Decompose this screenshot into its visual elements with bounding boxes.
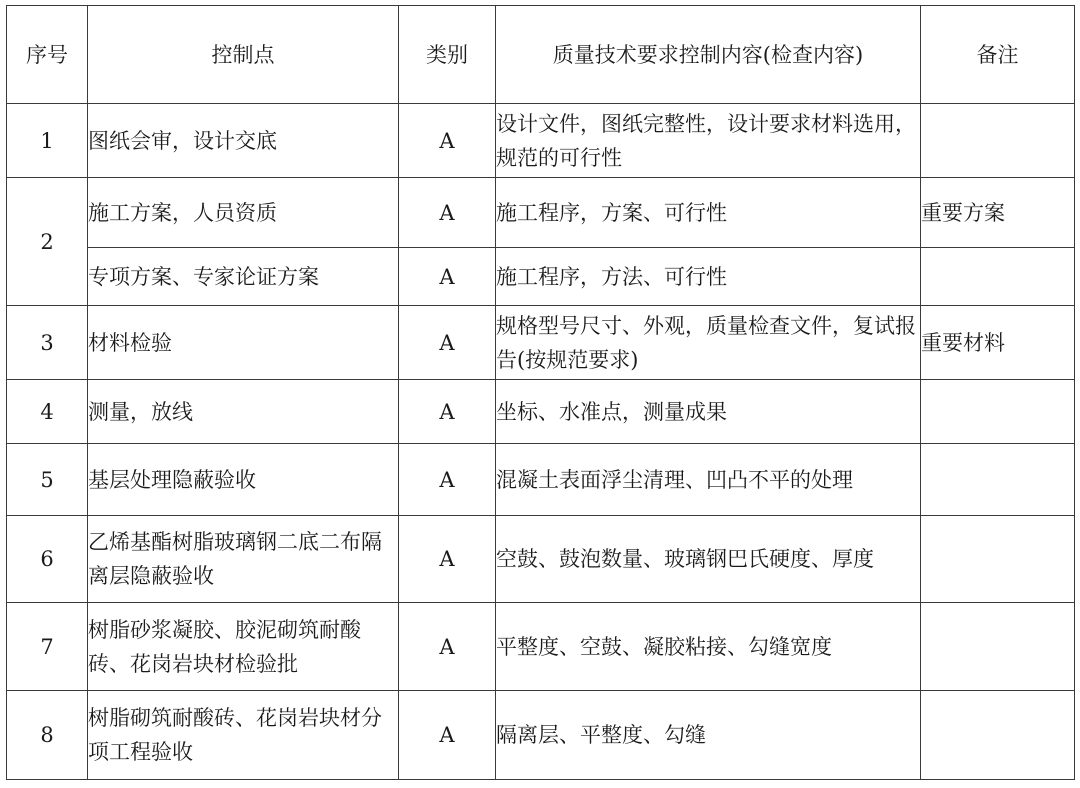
row-category: A	[399, 691, 496, 780]
row-control-point: 施工方案，人员资质	[88, 178, 399, 248]
row-note: 重要材料	[921, 306, 1075, 380]
row-category: A	[399, 306, 496, 380]
row-requirement: 设计文件，图纸完整性，设计要求材料选用，规范的可行性	[496, 104, 921, 178]
row-note: 重要方案	[921, 178, 1075, 248]
table-row	[7, 248, 1075, 306]
row-control-point: 乙烯基酯树脂玻璃钢二底二布隔离层隐蔽验收	[88, 516, 399, 603]
row-note	[921, 603, 1075, 691]
row-requirement: 混凝土表面浮尘清理、凹凸不平的处理	[496, 444, 921, 516]
row-no: 3	[7, 306, 88, 380]
row-requirement: 空鼓、鼓泡数量、玻璃钢巴氏硬度、厚度	[496, 516, 921, 603]
row-note	[921, 516, 1075, 603]
table-row	[7, 603, 1075, 691]
row-requirement: 坐标、水准点，测量成果	[496, 380, 921, 444]
header-category: 类别	[399, 6, 496, 104]
row-category: A	[399, 516, 496, 603]
header-note: 备注	[921, 6, 1075, 104]
row-requirement: 隔离层、平整度、勾缝	[496, 691, 921, 780]
table-row	[7, 444, 1075, 516]
row-no: 2	[7, 178, 88, 306]
row-category: A	[399, 104, 496, 178]
table-row	[7, 516, 1075, 603]
header-row	[7, 6, 1075, 104]
row-requirement: 规格型号尺寸、外观，质量检查文件，复试报告(按规范要求)	[496, 306, 921, 380]
row-control-point: 材料检验	[88, 306, 399, 380]
table-row	[7, 691, 1075, 780]
table-row	[7, 380, 1075, 444]
quality-control-table	[6, 5, 1075, 780]
row-category: A	[399, 444, 496, 516]
row-control-point: 树脂砌筑耐酸砖、花岗岩块材分项工程验收	[88, 691, 399, 780]
row-no: 1	[7, 104, 88, 178]
row-category: A	[399, 603, 496, 691]
row-control-point: 基层处理隐蔽验收	[88, 444, 399, 516]
row-control-point: 测量，放线	[88, 380, 399, 444]
row-note	[921, 104, 1075, 178]
row-no: 4	[7, 380, 88, 444]
row-note	[921, 444, 1075, 516]
row-note	[921, 691, 1075, 780]
row-note	[921, 380, 1075, 444]
row-note	[921, 248, 1075, 306]
table-row	[7, 104, 1075, 178]
row-requirement: 施工程序，方法、可行性	[496, 248, 921, 306]
row-no: 8	[7, 691, 88, 780]
row-requirement: 施工程序，方案、可行性	[496, 178, 921, 248]
table-row	[7, 306, 1075, 380]
row-no: 6	[7, 516, 88, 603]
row-control-point: 专项方案、专家论证方案	[88, 248, 399, 306]
table-row	[7, 178, 1075, 248]
header-control-point: 控制点	[88, 6, 399, 104]
row-requirement: 平整度、空鼓、凝胶粘接、勾缝宽度	[496, 603, 921, 691]
row-control-point: 图纸会审，设计交底	[88, 104, 399, 178]
row-control-point: 树脂砂浆凝胶、胶泥砌筑耐酸砖、花岗岩块材检验批	[88, 603, 399, 691]
header-no: 序号	[7, 6, 88, 104]
row-category: A	[399, 178, 496, 248]
row-no: 7	[7, 603, 88, 691]
row-no: 5	[7, 444, 88, 516]
header-requirement: 质量技术要求控制内容(检查内容)	[496, 6, 921, 104]
row-category: A	[399, 248, 496, 306]
row-category: A	[399, 380, 496, 444]
